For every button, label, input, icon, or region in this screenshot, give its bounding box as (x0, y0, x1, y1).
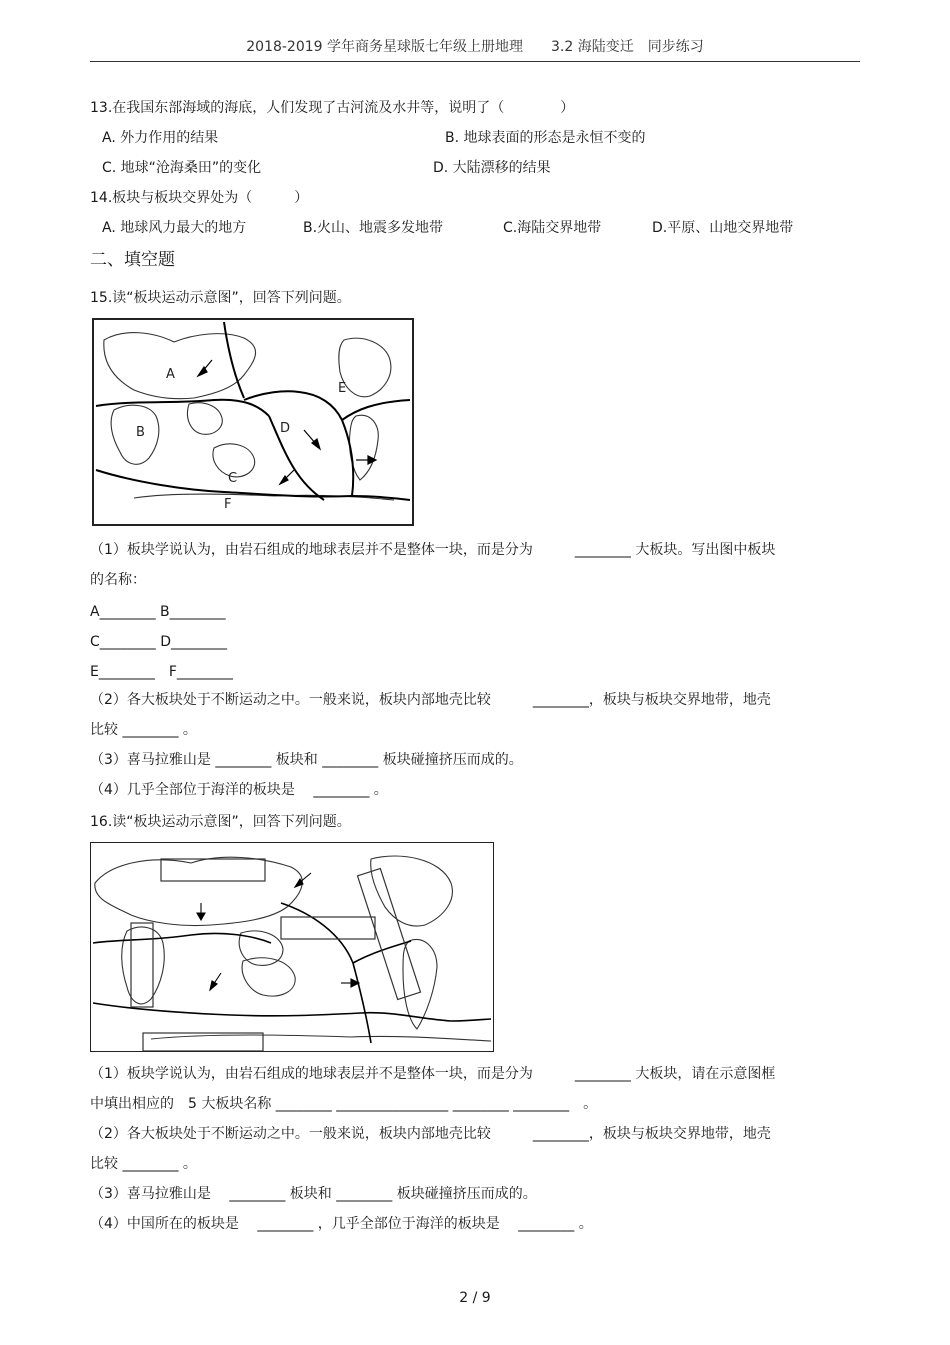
map-label-f: F (224, 497, 232, 512)
q15-part1-line2: 的名称： (90, 572, 146, 588)
q14-option-a: A. 地球风力最大的地方 (102, 220, 247, 236)
q16-plate-map (90, 842, 494, 1052)
q15-blank-cd: C________ D________ (90, 634, 228, 650)
q14-option-c: C.海陆交界地带 (503, 220, 602, 236)
map-label-d: D (280, 421, 291, 436)
q16-map-svg (91, 843, 493, 1051)
q16-part2-line1: （2）各大板块处于不断运动之中。一般来说，板块内部地壳比较 ________，板块与板块交界地带，地壳 (90, 1126, 771, 1142)
q15-part3: （3）喜马拉雅山是 ________ 板块和 ________ 板块碰撞挤压而成的。 (90, 752, 523, 768)
q13-option-b: B. 地球表面的形态是永恒不变的 (445, 130, 646, 146)
q16-part4: （4）中国所在的板块是 ________ ，几乎全部位于海洋的板块是 ________ 。 (90, 1216, 593, 1232)
q16-part2-line2: 比较 ________ 。 (90, 1156, 197, 1172)
q13-option-c: C. 地球“沧海桑田”的变化 (102, 160, 262, 176)
q15-plate-map (92, 318, 414, 526)
header-rule (90, 61, 860, 62)
q14-option-d: D.平原、山地交界地带 (652, 220, 794, 236)
q13-option-d: D. 大陆漂移的结果 (433, 160, 551, 176)
map-label-c: C (228, 471, 238, 486)
q15-part2-line1: （2）各大板块处于不断运动之中。一般来说，板块内部地壳比较 ________，板块与板块交界地带，地壳 (90, 692, 771, 708)
q14-option-b: B.火山、地震多发地带 (303, 220, 444, 236)
q13-option-a: A. 外力作用的结果 (102, 130, 219, 146)
q15-part1-line1: （1）板块学说认为，由岩石组成的地球表层并不是整体一块，而是分为 ________ 大板块。写出图中板块 (90, 542, 776, 558)
map-label-b: B (136, 425, 145, 440)
q15-part4: （4）几乎全部位于海洋的板块是 ________ 。 (90, 782, 388, 798)
q16-stem: 16.读“板块运动示意图”，回答下列问题。 (90, 814, 351, 830)
q14-stem: 14.板块与板块交界处为（ ） (90, 190, 309, 206)
q15-stem: 15.读“板块运动示意图”，回答下列问题。 (90, 290, 351, 306)
map-label-a: A (166, 367, 175, 382)
q13-stem: 13.在我国东部海域的海底，人们发现了古河流及水井等，说明了（ ） (90, 100, 575, 116)
map-label-e: E (338, 381, 347, 396)
q16-part3: （3）喜马拉雅山是 ________ 板块和 ________ 板块碰撞挤压而成的。 (90, 1186, 537, 1202)
q15-blank-ef: E________ F________ (90, 664, 233, 680)
page-number: 2 / 9 (459, 1290, 491, 1306)
page-header: 2018-2019 学年商务星球版七年级上册地理 3.2 海陆变迁 同步练习 (246, 39, 704, 55)
q16-part1-line1: （1）板块学说认为，由岩石组成的地球表层并不是整体一块，而是分为 ________ 大板块，请在示意图框 (90, 1066, 776, 1082)
section-title: 二、填空题 (90, 250, 175, 270)
q15-part2-line2: 比较 ________ 。 (90, 722, 197, 738)
q15-map-svg (94, 320, 412, 524)
q15-blank-ab: A________ B________ (90, 604, 226, 620)
q16-part1-line2: 中填出相应的 5 大板块名称 ________ ________________ ________ ________ 。 (90, 1096, 598, 1112)
